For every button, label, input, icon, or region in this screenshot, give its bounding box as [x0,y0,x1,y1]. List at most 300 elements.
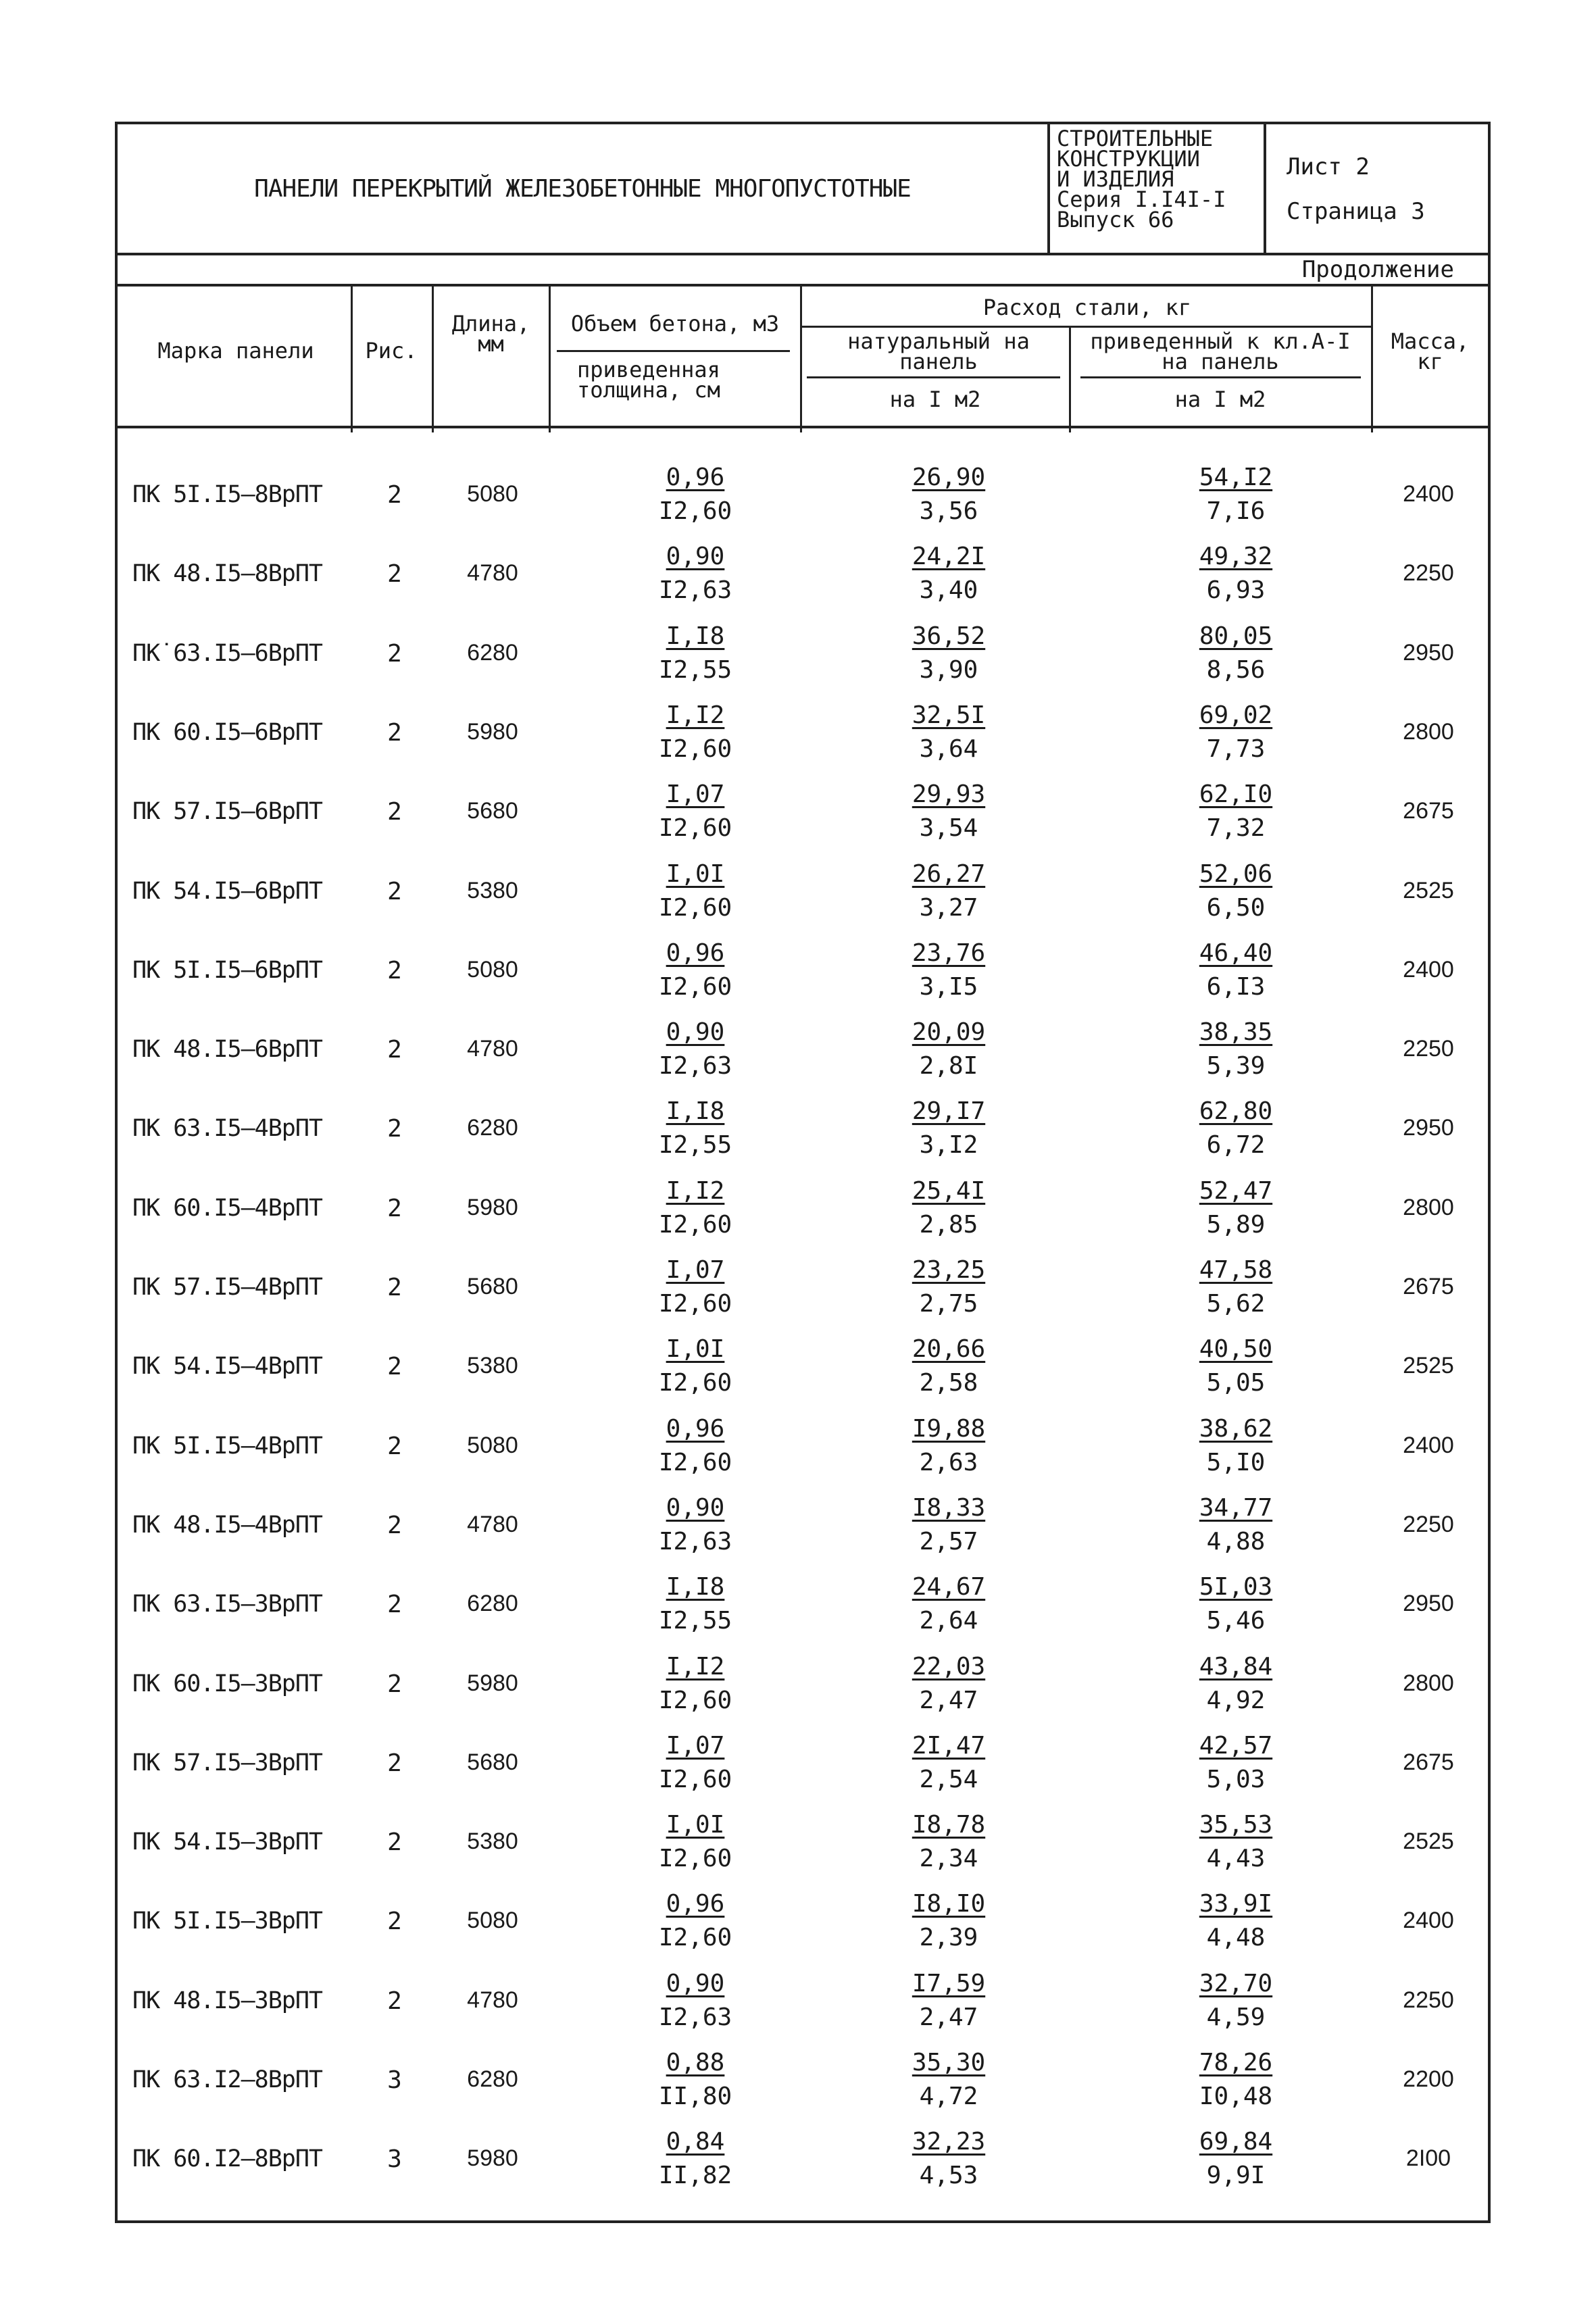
concrete-volume [607,1016,783,1083]
concrete-volume-value: I,I8 [666,1573,725,1601]
steel-natural-per-panel: 22,03 [912,1652,986,1681]
sheet-number: Лист 2 [1287,153,1370,180]
concrete-volume [607,937,783,1004]
steel-reduced-per-m2: 6,93 [1206,576,1266,605]
figure-number: 2 [387,1194,402,1222]
steel-natural [847,699,1050,766]
steel-natural [847,1729,1050,1797]
steel-natural-per-panel: 32,5I [912,701,986,729]
steel-reduced [1134,461,1337,528]
concrete-volume [607,1650,783,1718]
concrete-volume [607,1570,783,1638]
panel-mark: ПК 54.I5–4ВрПТ [132,1353,323,1380]
steel-reduced [1134,620,1337,687]
steel-reduced-per-m2: 6,I3 [1206,972,1266,1001]
continuation-label: Продолжение [118,255,1488,287]
steel-natural-per-panel: 29,93 [912,780,986,809]
steel-natural [847,540,1050,607]
reduced-thickness: I2,55 [658,1131,732,1160]
panel-mark: ПК 5I.I5–3ВрПТ [132,1908,323,1935]
steel-natural-per-m2: 3,I5 [919,972,978,1001]
reduced-thickness: I2,63 [658,2003,732,2031]
series-line: КОНСТРУКЦИИ [1057,146,1200,172]
figure-number: 2 [387,1432,402,1460]
panel-mass: 2250 [1403,1987,1454,2013]
steel-natural [847,1253,1050,1321]
panel-mass: 2400 [1403,1432,1454,1458]
steel-natural-per-m2: 3,64 [919,735,978,763]
figure-number: 2 [387,1908,402,1936]
concrete-volume-value: 0,90 [666,1969,725,1997]
panel-mark: ПК 60.I5–4ВрПТ [132,1194,323,1222]
concrete-volume-value: 0,96 [666,939,725,967]
steel-reduced-per-m2: 6,72 [1206,1131,1266,1160]
reduced-thickness: I2,60 [658,497,732,525]
panel-length: 4780 [467,560,518,587]
steel-reduced-per-panel: 34,77 [1199,1493,1273,1522]
panel-mark: ПК 48.I5–3ВрПТ [132,1987,323,2014]
steel-natural-per-panel: 32,23 [912,2128,986,2156]
steel-natural [847,461,1050,528]
steel-reduced-per-panel: 80,05 [1199,622,1273,650]
panel-length: 5080 [467,1908,518,1934]
concrete-volume [607,1967,783,2035]
panel-length: 4780 [467,1987,518,2013]
table-row [118,931,1488,1011]
steel-reduced-per-panel: 78,26 [1199,2049,1273,2076]
panel-mass: 2800 [1403,718,1454,745]
panel-mark: ПК 5I.I5–6ВрПТ [132,956,323,984]
steel-natural [847,1095,1050,1162]
panel-length: 5980 [467,1194,518,1220]
panel-mark: ПК˙63.I5–6ВрПТ [132,639,323,667]
steel-natural-per-m2: 3,54 [919,814,978,843]
steel-reduced [1134,1491,1337,1559]
panel-mark: ПК 5I.I5–8ВрПТ [132,481,323,508]
steel-natural-per-panel: 20,09 [912,1018,986,1047]
panel-length: 4780 [467,1036,518,1062]
panel-mass: 2250 [1403,560,1454,587]
panel-mass: 2950 [1403,1115,1454,1141]
steel-reduced [1134,778,1337,845]
steel-natural [847,1491,1050,1559]
panel-mass: 2400 [1403,481,1454,507]
steel-natural [847,2125,1050,2193]
figure-number: 2 [387,1828,402,1857]
panel-mark: ПК 63.I2–8ВрПТ [132,2066,323,2093]
steel-reduced-per-m2: 5,46 [1206,1607,1266,1635]
panel-mass: 2200 [1403,2066,1454,2092]
steel-natural-per-m2: 3,56 [919,497,978,525]
steel-natural [847,1174,1050,1242]
panel-mass: 2250 [1403,1511,1454,1537]
panel-mark: ПК 54.I5–3ВрПТ [132,1828,323,1856]
concrete-volume-value: 0,88 [666,2049,725,2076]
concrete-volume-value: I,07 [666,1256,725,1284]
figure-number: 3 [387,2145,402,2174]
panel-mark: ПК 48.I5–6ВрПТ [132,1036,323,1064]
series-line: И ИЗДЕЛИЯ [1057,166,1174,192]
steel-natural-per-panel: I8,33 [912,1493,986,1522]
table-row [118,1248,1488,1328]
steel-reduced [1134,1887,1337,1955]
steel-natural [847,1412,1050,1480]
concrete-volume-value: I,07 [666,1731,725,1760]
reduced-thickness: I2,63 [658,576,732,605]
table-row [118,2120,1488,2199]
table-row [118,1089,1488,1169]
col-steel-reduced-sub: на I м2 [1174,387,1266,412]
figure-number: 2 [387,1591,402,1619]
steel-reduced [1134,937,1337,1004]
panel-mark: ПК 60.I2–8ВрПТ [132,2145,323,2173]
steel-reduced [1134,2125,1337,2193]
steel-natural-per-m2: 2,58 [919,1369,978,1397]
panel-mark: ПК 57.I5–6ВрПТ [132,798,323,826]
table-row [118,1962,1488,2041]
steel-natural-per-panel: I8,78 [912,1811,986,1839]
concrete-volume-value: I,I2 [666,1176,725,1205]
concrete-volume-value: I,07 [666,780,725,809]
table-row [118,852,1488,932]
concrete-volume-value: I,I2 [666,1652,725,1681]
reduced-thickness: I2,63 [658,1527,732,1555]
steel-reduced [1134,1729,1337,1797]
concrete-volume [607,1729,783,1797]
steel-reduced [1134,857,1337,925]
steel-natural-per-m2: 2,63 [919,1448,978,1476]
reduced-thickness: I2,60 [658,814,732,843]
concrete-volume-value: I,0I [666,860,725,888]
steel-reduced-per-m2: 7,73 [1206,735,1266,763]
figure-number: 2 [387,1987,402,2015]
panel-length: 4780 [467,1511,518,1537]
steel-reduced [1134,1967,1337,2035]
reduced-thickness: I2,60 [658,1369,732,1397]
steel-natural [847,1016,1050,1083]
panel-length: 5380 [467,1828,518,1855]
figure-number: 2 [387,956,402,985]
steel-natural-per-m2: 3,27 [919,893,978,922]
table-row [118,1169,1488,1249]
col-length: Длина, мм [451,311,530,357]
steel-natural-per-panel: 26,27 [912,860,986,888]
reduced-thickness: I2,60 [658,1845,732,1873]
table-row [118,534,1488,614]
panel-length: 5980 [467,1670,518,1696]
concrete-volume-value: 0,96 [666,464,725,491]
steel-natural [847,620,1050,687]
table-row [118,772,1488,852]
steel-reduced-per-m2: 7,32 [1206,814,1266,843]
steel-natural-per-m2: 2,39 [919,1924,978,1952]
panel-length: 5980 [467,718,518,745]
steel-reduced [1134,1412,1337,1480]
steel-reduced-per-m2: 4,43 [1206,1845,1266,1873]
steel-natural-per-m2: 2,54 [919,1765,978,1793]
steel-natural-per-m2: 2,47 [919,1686,978,1714]
steel-reduced-per-panel: 38,62 [1199,1414,1273,1443]
steel-reduced [1134,1650,1337,1718]
concrete-volume [607,778,783,845]
steel-natural-per-panel: 24,67 [912,1573,986,1601]
steel-reduced-per-panel: 5I,03 [1199,1573,1273,1601]
reduced-thickness: II,80 [658,2083,732,2110]
panel-length: 5380 [467,1353,518,1379]
concrete-volume-value: I,0I [666,1335,725,1364]
col-fig: Рис. [365,338,418,364]
reduced-thickness: I2,60 [658,1686,732,1714]
steel-reduced [1134,1095,1337,1162]
series-line: СТРОИТЕЛЬНЫЕ [1057,126,1214,151]
steel-natural-per-panel: 29,I7 [912,1097,986,1126]
concrete-volume-value: I,0I [666,1811,725,1839]
panel-mass: 2800 [1403,1194,1454,1220]
steel-natural-per-m2: 2,75 [919,1290,978,1318]
panel-mark: ПК 5I.I5–4ВрПТ [132,1432,323,1460]
figure-number: 2 [387,1353,402,1381]
steel-reduced-per-m2: 7,I6 [1206,497,1266,525]
concrete-volume [607,857,783,925]
panel-length: 5680 [467,798,518,824]
steel-reduced [1134,2046,1337,2114]
table-row [118,1327,1488,1407]
panel-length: 5680 [467,1749,518,1775]
steel-reduced-per-panel: 43,84 [1199,1652,1273,1681]
col-mark: Марка панели [157,338,314,364]
table-row [118,1565,1488,1645]
concrete-volume [607,461,783,528]
table-row [118,1803,1488,1883]
panel-mark: ПК 63.I5–4ВрПТ [132,1115,323,1143]
steel-natural [847,2046,1050,2114]
reduced-thickness: II,82 [658,2162,732,2190]
reduced-thickness: I2,63 [658,1052,732,1080]
steel-natural-per-m2: 4,72 [919,2083,978,2110]
panel-mark: ПК 57.I5–3ВрПТ [132,1749,323,1776]
panel-length: 6280 [467,2066,518,2092]
steel-reduced [1134,540,1337,607]
document-sheet [115,122,1491,2223]
steel-natural [847,1808,1050,1876]
reduced-thickness: I2,60 [658,1210,732,1239]
steel-natural-per-m2: 3,I2 [919,1131,978,1160]
figure-number: 2 [387,1115,402,1143]
steel-natural-per-panel: 35,30 [912,2049,986,2076]
panel-length: 5680 [467,1274,518,1299]
series-line: Серия I.I4I-I [1057,186,1226,212]
figure-number: 2 [387,1274,402,1301]
steel-natural [847,1967,1050,2035]
figure-number: 2 [387,1749,402,1777]
reduced-thickness: I2,60 [658,893,732,922]
reduced-thickness: I2,60 [658,735,732,763]
table-header [118,287,1488,428]
panel-mark: ПК 54.I5–6ВрПТ [132,877,323,905]
concrete-volume-value: 0,96 [666,1890,725,1918]
panel-length: 5080 [467,956,518,982]
steel-natural-per-panel: 36,52 [912,622,986,650]
col-concrete-sub: приведенная толщина, см [577,357,720,403]
panel-length: 5080 [467,1432,518,1458]
steel-reduced-per-panel: 40,50 [1199,1335,1273,1364]
steel-natural-per-m2: 2,34 [919,1845,978,1873]
steel-reduced-per-m2: 6,50 [1206,893,1266,922]
figure-number: 2 [387,877,402,905]
steel-natural-per-panel: 25,4I [912,1176,986,1205]
steel-reduced [1134,699,1337,766]
figure-number: 2 [387,560,402,589]
steel-reduced-per-m2: 5,03 [1206,1765,1266,1793]
table-row [118,1010,1488,1090]
panel-mass: 2400 [1403,956,1454,982]
steel-reduced-per-panel: 42,57 [1199,1731,1273,1760]
panel-mark: ПК 60.I5–6ВрПТ [132,718,323,746]
steel-natural-per-panel: 2I,47 [912,1731,986,1760]
series-line: Выпуск 66 [1057,207,1174,232]
steel-reduced-per-panel: 62,I0 [1199,780,1273,809]
concrete-volume-value: 0,90 [666,1018,725,1047]
panel-mass: 2525 [1403,877,1454,903]
table-row [118,1724,1488,1803]
steel-natural-per-m2: 2,85 [919,1210,978,1239]
steel-reduced-per-panel: 49,32 [1199,543,1273,571]
table-row [118,693,1488,773]
steel-reduced-per-panel: 69,84 [1199,2128,1273,2156]
panel-length: 6280 [467,1591,518,1617]
figure-number: 2 [387,798,402,826]
panel-length: 5980 [467,2145,518,2172]
reduced-thickness: I2,55 [658,655,732,684]
steel-natural [847,857,1050,925]
figure-number: 2 [387,639,402,668]
panel-mass: 2I00 [1405,2145,1451,2172]
concrete-volume [607,1808,783,1876]
concrete-volume [607,1887,783,1955]
series-block [1050,124,1266,255]
steel-natural-per-panel: 26,90 [912,464,986,491]
steel-natural [847,1650,1050,1718]
col-steel: Расход стали, кг [982,295,1192,320]
steel-reduced-per-panel: 69,02 [1199,701,1273,729]
steel-reduced-per-m2: 4,48 [1206,1924,1266,1952]
table-row [118,2041,1488,2120]
reduced-thickness: I2,60 [658,972,732,1001]
sheet-info [1266,124,1488,255]
steel-natural-per-m2: 4,53 [919,2162,978,2190]
steel-reduced-per-m2: 5,05 [1206,1369,1266,1397]
panel-mass: 2525 [1403,1353,1454,1379]
steel-reduced [1134,1016,1337,1083]
steel-natural [847,778,1050,845]
steel-reduced-per-panel: 38,35 [1199,1018,1273,1047]
figure-number: 3 [387,2066,402,2094]
panel-mark: ПК 48.I5–8ВрПТ [132,560,323,588]
figure-number: 2 [387,1511,402,1539]
concrete-volume [607,1253,783,1321]
col-concrete: Объем бетона, м3 [570,311,780,337]
table-row [118,1486,1488,1566]
steel-reduced-per-panel: 33,9I [1199,1890,1273,1918]
concrete-volume [607,1412,783,1480]
steel-reduced-per-m2: 5,39 [1206,1052,1266,1080]
reduced-thickness: I2,60 [658,1448,732,1476]
concrete-volume [607,1333,783,1400]
col-steel-natural: натуральный на панель [847,328,1030,374]
steel-reduced [1134,1808,1337,1876]
panel-mark: ПК 60.I5–3ВрПТ [132,1670,323,1697]
steel-natural-per-panel: 20,66 [912,1335,986,1364]
steel-reduced [1134,1253,1337,1321]
steel-natural-per-m2: 2,64 [919,1607,978,1635]
concrete-volume [607,620,783,687]
steel-reduced-per-panel: 46,40 [1199,939,1273,967]
steel-natural [847,1570,1050,1638]
panel-length: 6280 [467,1115,518,1141]
figure-number: 2 [387,481,402,509]
steel-reduced-per-panel: 62,80 [1199,1097,1273,1126]
panel-mass: 2675 [1403,1274,1454,1299]
concrete-volume-value: I,I2 [666,701,725,729]
concrete-volume [607,2125,783,2193]
reduced-thickness: I2,60 [658,1765,732,1793]
steel-natural-per-panel: 24,2I [912,543,986,571]
steel-natural-per-panel: 23,25 [912,1256,986,1284]
panel-mass: 2400 [1403,1908,1454,1934]
steel-reduced-per-panel: 47,58 [1199,1256,1273,1284]
panel-length: 6280 [467,639,518,666]
steel-natural-per-m2: 3,40 [919,576,978,605]
steel-natural [847,1887,1050,1955]
steel-reduced-per-panel: 52,06 [1199,860,1273,888]
col-steel-natural-sub: на I м2 [889,387,981,412]
concrete-volume [607,1491,783,1559]
panel-length: 5080 [467,481,518,507]
panel-mark: ПК 48.I5–4ВрПТ [132,1511,323,1539]
concrete-volume-value: 0,90 [666,543,725,571]
figure-number: 2 [387,1670,402,1698]
steel-reduced-per-m2: 4,59 [1206,2003,1266,2031]
figure-number: 2 [387,718,402,747]
table-row [118,1882,1488,1962]
panel-mass: 2250 [1403,1036,1454,1062]
steel-natural-per-m2: 3,90 [919,655,978,684]
steel-reduced-per-m2: I0,48 [1199,2083,1273,2110]
panel-mass: 2675 [1403,1749,1454,1775]
panel-mass: 2675 [1403,798,1454,824]
concrete-volume-value: 0,90 [666,1493,725,1522]
steel-reduced-per-m2: 8,56 [1206,655,1266,684]
steel-natural [847,1333,1050,1400]
concrete-volume [607,540,783,607]
steel-reduced [1134,1570,1337,1638]
concrete-volume-value: 0,96 [666,1414,725,1443]
steel-reduced-per-panel: 54,I2 [1199,464,1273,491]
panel-mark: ПК 57.I5–4ВрПТ [132,1274,323,1301]
col-mass: Масса, кг [1391,328,1470,374]
steel-reduced-per-m2: 4,92 [1206,1686,1266,1714]
steel-natural-per-panel: I9,88 [912,1414,986,1443]
steel-reduced-per-panel: 35,53 [1199,1811,1273,1839]
steel-natural-per-panel: I8,I0 [912,1890,986,1918]
concrete-volume [607,1174,783,1242]
reduced-thickness: I2,55 [658,1607,732,1635]
steel-reduced-per-m2: 5,I0 [1206,1448,1266,1476]
steel-reduced-per-panel: 32,70 [1199,1969,1273,1997]
concrete-volume [607,699,783,766]
steel-natural-per-m2: 2,47 [919,2003,978,2031]
table-row [118,455,1488,535]
